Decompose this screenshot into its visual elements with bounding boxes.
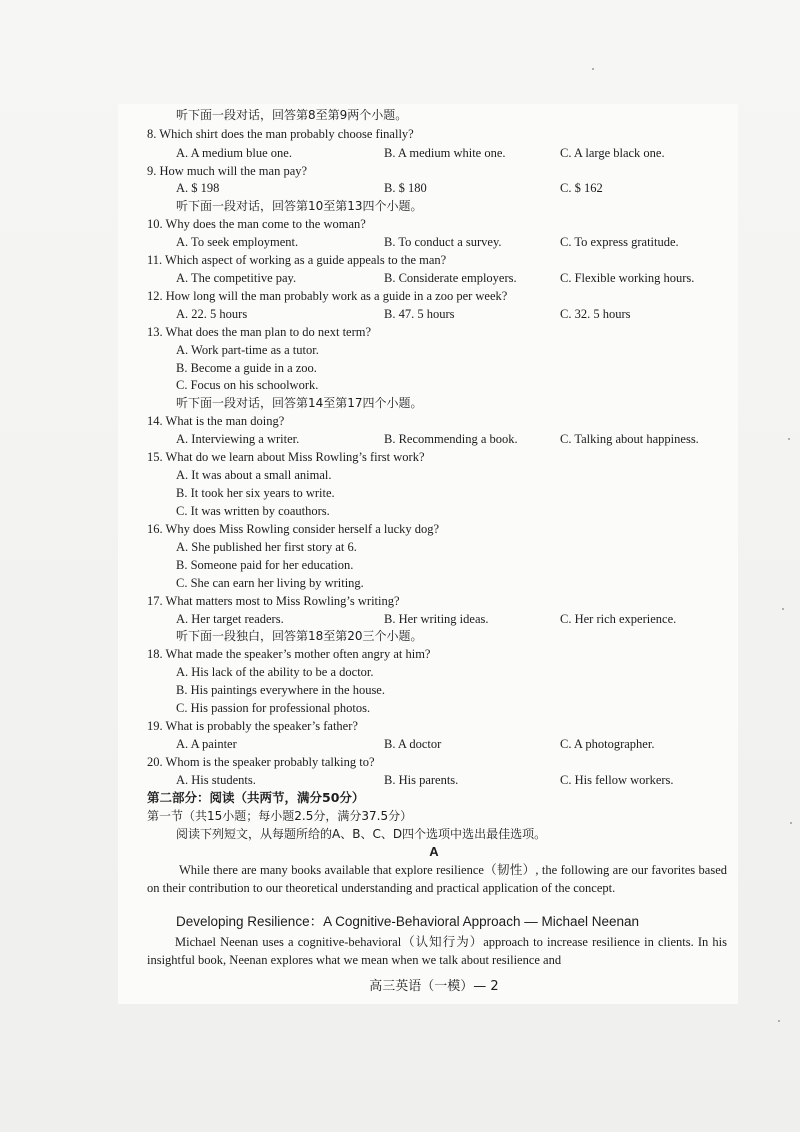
option-c: C. A large black one. bbox=[560, 146, 665, 160]
option-a: A. Her target readers. bbox=[176, 612, 284, 626]
option-c: C. His fellow workers. bbox=[560, 773, 674, 787]
question-16: 16. Why does Miss Rowling consider herself a lucky dog? bbox=[147, 522, 440, 536]
question-20: 20. Whom is the speaker probably talking to? bbox=[147, 755, 375, 769]
book-heading: Developing Resilience：A Cognitive-Behavioral Approach — Michael Neenan bbox=[176, 914, 640, 929]
listening-instruction: 听下面一段独白，回答第18至第20三个小题。 bbox=[176, 629, 423, 643]
option-c: C. A photographer. bbox=[560, 737, 655, 751]
part-title: 第二部分：阅读（共两节，满分50分） bbox=[147, 790, 365, 805]
question-11: 11. Which aspect of working as a guide appeals to the man? bbox=[147, 253, 447, 267]
option-a: A. She published her first story at 6. bbox=[176, 540, 357, 554]
option-b: B. 47. 5 hours bbox=[384, 307, 455, 321]
option-a: A. The competitive pay. bbox=[176, 271, 297, 285]
option-a: A. $ 198 bbox=[176, 181, 220, 195]
option-c: C. Focus on his schoolwork. bbox=[176, 378, 319, 392]
question-8: 8. Which shirt does the man probably choose finally? bbox=[147, 127, 414, 141]
scan-speck bbox=[592, 68, 594, 70]
option-c: C. To express gratitude. bbox=[560, 235, 679, 249]
option-b: B. A medium white one. bbox=[384, 146, 506, 160]
option-a: A. It was about a small animal. bbox=[176, 468, 332, 482]
option-a: A. A medium blue one. bbox=[176, 146, 292, 160]
listening-instruction: 听下面一段对话，回答第14至第17四个小题。 bbox=[176, 396, 423, 410]
book-paragraph: Michael Neenan uses a cognitive-behavioral（认知行为）approach to increase resilience in clients. In his insightful book, Neenan explores what we mean when we talk about resilience and bbox=[147, 935, 727, 967]
scan-speck bbox=[790, 822, 792, 824]
option-c: C. $ 162 bbox=[560, 181, 603, 195]
option-c: C. She can earn her living by writing. bbox=[176, 576, 364, 590]
option-b: B. A doctor bbox=[384, 737, 442, 751]
option-a: A. His lack of the ability to be a doctor. bbox=[176, 665, 374, 679]
option-a: A. Work part-time as a tutor. bbox=[176, 343, 319, 357]
option-c: C. Flexible working hours. bbox=[560, 271, 695, 285]
option-a: A. To seek employment. bbox=[176, 235, 299, 249]
option-c: C. It was written by coauthors. bbox=[176, 504, 330, 518]
option-a: A. His students. bbox=[176, 773, 256, 787]
option-b: B. Considerate employers. bbox=[384, 271, 517, 285]
scan-speck bbox=[778, 1020, 780, 1022]
option-b: B. His paintings everywhere in the house. bbox=[176, 683, 385, 697]
question-14: 14. What is the man doing? bbox=[147, 414, 285, 428]
option-a: A. 22. 5 hours bbox=[176, 307, 248, 321]
listening-instruction: 听下面一段对话，回答第10至第13四个小题。 bbox=[176, 199, 423, 213]
option-b: B. His parents. bbox=[384, 773, 459, 787]
section-title: 第一节（共15小题；每小题2.5分，满分37.5分） bbox=[147, 809, 413, 823]
option-b: B. $ 180 bbox=[384, 181, 427, 195]
option-a: A. Interviewing a writer. bbox=[176, 432, 300, 446]
scan-speck bbox=[782, 608, 784, 610]
option-c: C. Her rich experience. bbox=[560, 612, 677, 626]
question-18: 18. What made the speaker’s mother often angry at him? bbox=[147, 647, 431, 661]
question-9: 9. How much will the man pay? bbox=[147, 164, 308, 178]
option-b: B. Someone paid for her education. bbox=[176, 558, 354, 572]
question-17: 17. What matters most to Miss Rowling’s writing? bbox=[147, 594, 400, 608]
passage-intro: While there are many books available that explore resilience（韧性）, the following are our favorites based on their contribution to our theoretical understanding and practical application of the concept. bbox=[147, 863, 727, 895]
question-13: 13. What does the man plan to do next term? bbox=[147, 325, 372, 339]
reading-instruction: 阅读下列短文，从每题所给的A、B、C、D四个选项中选出最佳选项。 bbox=[176, 827, 547, 841]
page-footer: 高三英语（一模）— 2 bbox=[369, 979, 499, 994]
option-c: C. Talking about happiness. bbox=[560, 432, 699, 446]
question-12: 12. How long will the man probably work as a guide in a zoo per week? bbox=[147, 289, 508, 303]
passage-letter: A bbox=[429, 844, 439, 859]
question-15: 15. What do we learn about Miss Rowling’s first work? bbox=[147, 450, 425, 464]
option-b: B. Become a guide in a zoo. bbox=[176, 361, 317, 375]
listening-instruction: 听下面一段对话，回答第8至第9两个小题。 bbox=[176, 108, 408, 122]
option-c: C. His passion for professional photos. bbox=[176, 701, 371, 715]
option-b: B. It took her six years to write. bbox=[176, 486, 335, 500]
option-b: B. Her writing ideas. bbox=[384, 612, 489, 626]
option-c: C. 32. 5 hours bbox=[560, 307, 631, 321]
question-10: 10. Why does the man come to the woman? bbox=[147, 217, 366, 231]
option-b: B. To conduct a survey. bbox=[384, 235, 502, 249]
option-a: A. A painter bbox=[176, 737, 237, 751]
scan-speck bbox=[788, 438, 790, 440]
question-19: 19. What is probably the speaker’s father? bbox=[147, 719, 358, 733]
option-b: B. Recommending a book. bbox=[384, 432, 518, 446]
